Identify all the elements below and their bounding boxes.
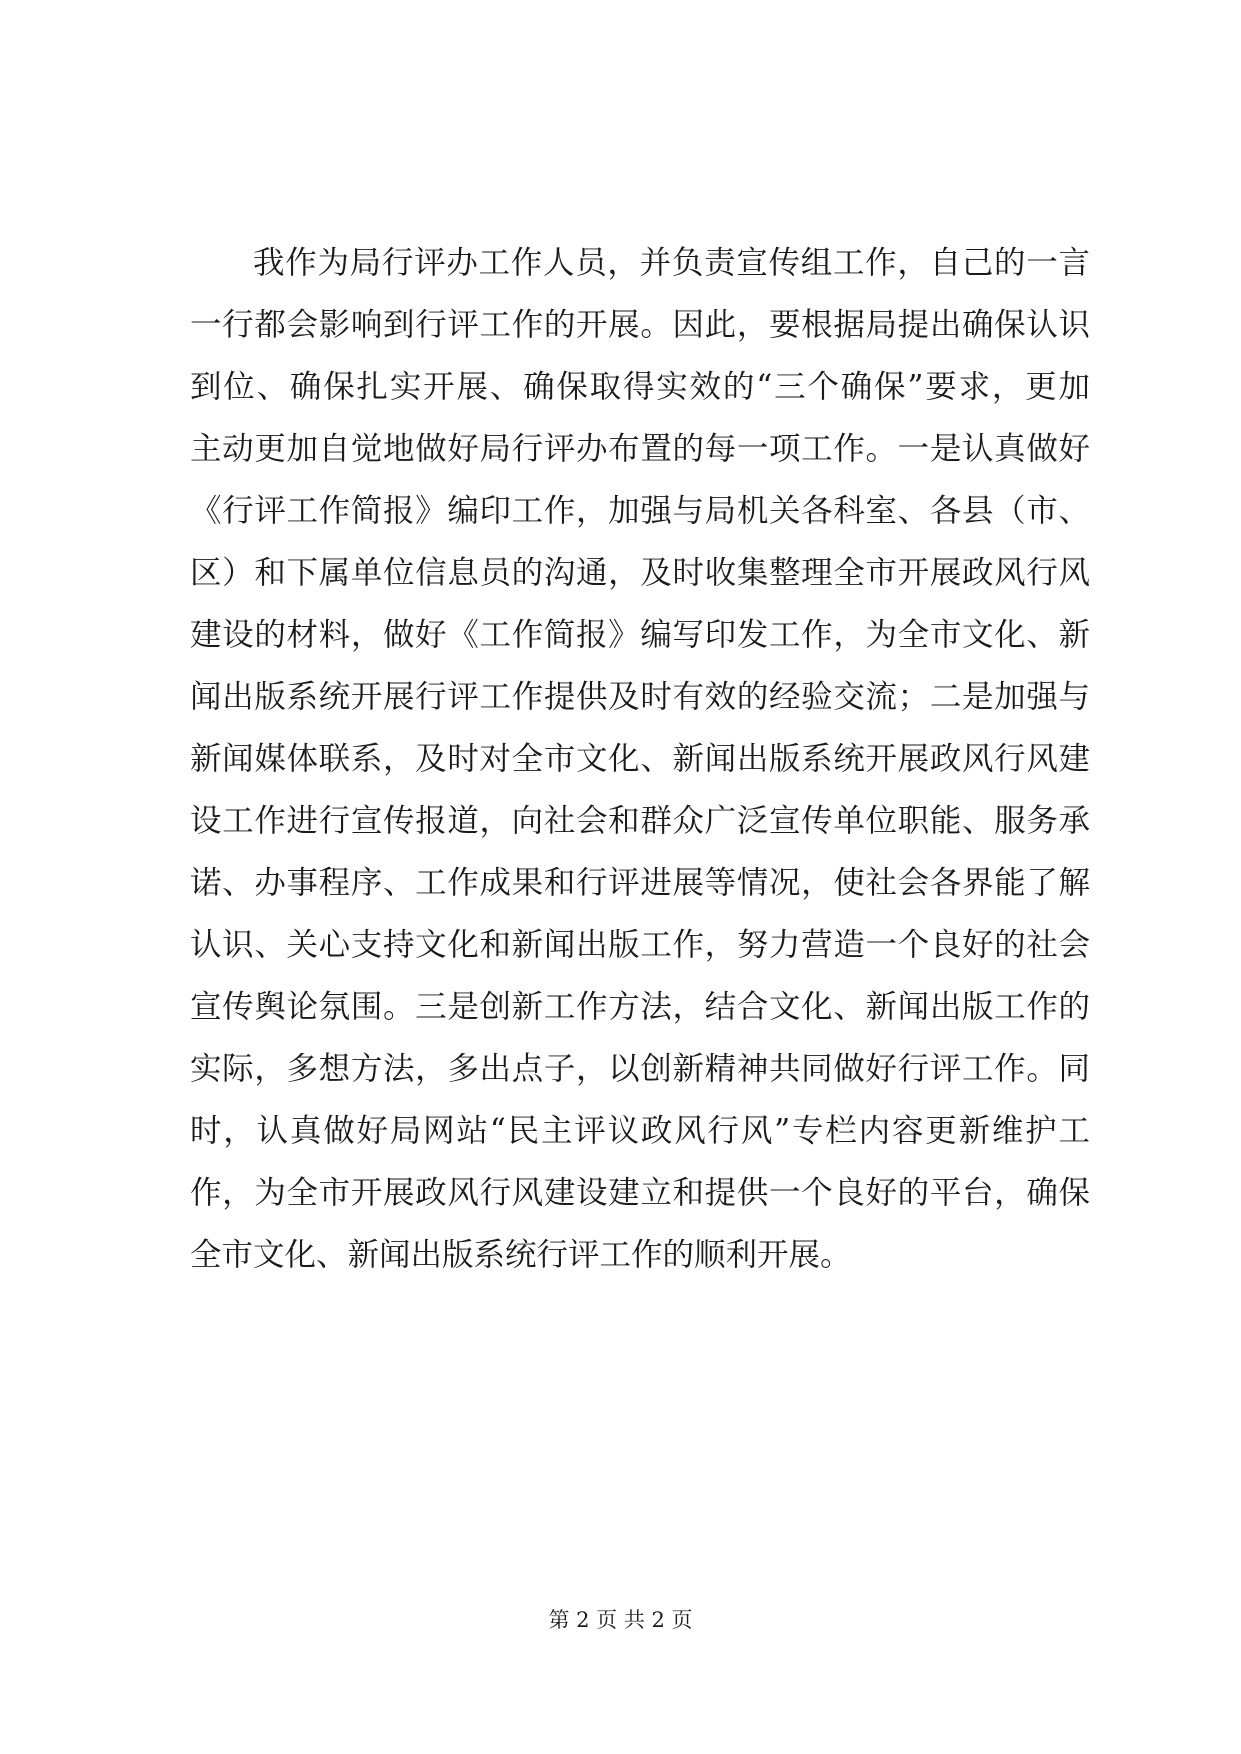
paragraph-line: 到位、确保扎实开展、确保取得实效的“三个确保”要求，更加 xyxy=(190,369,1090,405)
paragraph-line: 认识、关心支持文化和新闻出版工作，努力营造一个良好的社会 xyxy=(190,927,1090,963)
paragraph-line: 作，为全市开展政风行风建设建立和提供一个良好的平台，确保 xyxy=(190,1175,1090,1211)
paragraph-line: 区）和下属单位信息员的沟通，及时收集整理全市开展政风行风 xyxy=(190,555,1090,591)
paragraph-line: 我作为局行评办工作人员，并负责宣传组工作，自己的一言 xyxy=(253,245,1090,281)
page-number-footer: 第 2 页 共 2 页 xyxy=(548,1608,693,1632)
paragraph-line: 主动更加自觉地做好局行评办布置的每一项工作。一是认真做好 xyxy=(190,431,1090,467)
paragraph-line: 诺、办事程序、工作成果和行评进展等情况，使社会各界能了解 xyxy=(190,865,1090,901)
paragraph-line: 闻出版系统开展行评工作提供及时有效的经验交流；二是加强与 xyxy=(190,679,1090,715)
paragraph-line: 建设的材料，做好《工作简报》编写印发工作，为全市文化、新 xyxy=(190,617,1090,653)
paragraph-line: 实际，多想方法，多出点子，以创新精神共同做好行评工作。同 xyxy=(190,1051,1090,1087)
body-paragraph xyxy=(190,232,1090,1286)
paragraph-line: 《行评工作简报》编印工作，加强与局机关各科室、各县（市、 xyxy=(190,493,1090,529)
paragraph-line: 一行都会影响到行评工作的开展。因此，要根据局提出确保认识 xyxy=(190,307,1090,343)
paragraph-line: 宣传舆论氛围。三是创新工作方法，结合文化、新闻出版工作的 xyxy=(190,989,1090,1025)
paragraph-line: 全市文化、新闻出版系统行评工作的顺利开展。 xyxy=(190,1237,852,1273)
paragraph-line: 时，认真做好局网站“民主评议政风行风”专栏内容更新维护工 xyxy=(190,1113,1090,1149)
paragraph-line: 设工作进行宣传报道，向社会和群众广泛宣传单位职能、服务承 xyxy=(190,803,1090,839)
paragraph-line: 新闻媒体联系，及时对全市文化、新闻出版系统开展政风行风建 xyxy=(190,741,1090,777)
